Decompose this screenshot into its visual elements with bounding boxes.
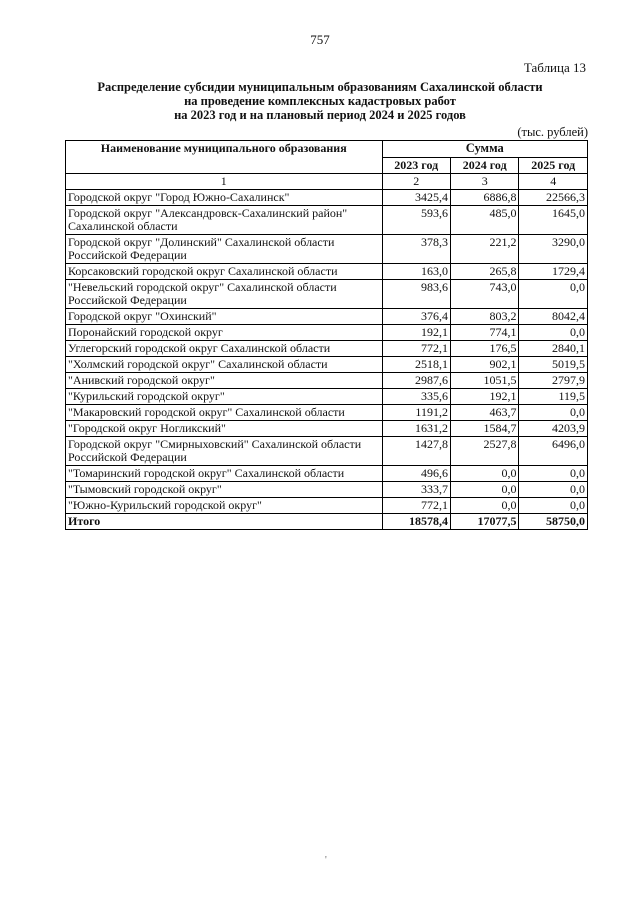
value-2025: 0,0 xyxy=(519,405,588,421)
table-row xyxy=(66,498,588,514)
header-year-2025: 2025 год xyxy=(519,157,588,174)
header-year-2023: 2023 год xyxy=(382,157,450,174)
table-row xyxy=(66,373,588,389)
value-2023: 983,6 xyxy=(382,280,450,309)
total-2024: 17077,5 xyxy=(450,514,518,530)
total-2023: 18578,4 xyxy=(382,514,450,530)
value-2023: 378,3 xyxy=(382,235,450,264)
municipality-name: Городской округ "Охинский" xyxy=(66,309,383,325)
table-row xyxy=(66,235,588,264)
value-2024: 902,1 xyxy=(450,357,518,373)
municipality-name: "Анивский городской округ" xyxy=(66,373,383,389)
total-row xyxy=(66,514,588,530)
value-2024: 803,2 xyxy=(450,309,518,325)
title-line: на 2023 год и на плановый период 2024 и 2025 годов xyxy=(174,108,466,122)
table-label: Таблица 13 xyxy=(523,60,586,75)
value-2024: 743,0 xyxy=(450,280,518,309)
municipality-name: Городской округ "Долинский" Сахалинской области Российской Федерации xyxy=(66,235,383,264)
value-2025: 2840,1 xyxy=(519,341,588,357)
table-row xyxy=(66,405,588,421)
table-row xyxy=(66,357,588,373)
scan-speck: ' xyxy=(325,855,327,866)
municipality-name: Поронайский городской округ xyxy=(66,325,383,341)
value-2023: 2518,1 xyxy=(382,357,450,373)
value-2024: 0,0 xyxy=(450,466,518,482)
table-row xyxy=(66,389,588,405)
col-number: 1 xyxy=(66,174,383,190)
value-2023: 333,7 xyxy=(382,482,450,498)
value-2024: 1584,7 xyxy=(450,421,518,437)
header-sum: Сумма xyxy=(382,141,588,158)
table-row xyxy=(66,280,588,309)
value-2024: 774,1 xyxy=(450,325,518,341)
value-2024: 463,7 xyxy=(450,405,518,421)
value-2024: 265,8 xyxy=(450,264,518,280)
value-2025: 0,0 xyxy=(519,482,588,498)
table-row xyxy=(66,421,588,437)
table-row xyxy=(66,190,588,206)
col-number: 2 xyxy=(382,174,450,190)
title-line: на проведение комплексных кадастровых работ xyxy=(184,94,456,108)
total-2025: 58750,0 xyxy=(519,514,588,530)
municipality-name: Городской округ "Александровск-Сахалинский район" Сахалинской области xyxy=(66,206,383,235)
value-2024: 1051,5 xyxy=(450,373,518,389)
header-name: Наименование муниципального образования xyxy=(66,141,383,174)
value-2024: 485,0 xyxy=(450,206,518,235)
municipality-name: Городской округ "Город Южно-Сахалинск" xyxy=(66,190,383,206)
value-2024: 192,1 xyxy=(450,389,518,405)
municipality-name: "Макаровский городской округ" Сахалинской области xyxy=(66,405,383,421)
value-2023: 772,1 xyxy=(382,341,450,357)
value-2024: 0,0 xyxy=(450,482,518,498)
value-2025: 6496,0 xyxy=(519,437,588,466)
value-2023: 192,1 xyxy=(382,325,450,341)
table-row xyxy=(66,309,588,325)
title-line: Распределение субсидии муниципальным образованиям Сахалинской области xyxy=(97,80,543,94)
value-2025: 0,0 xyxy=(519,280,588,309)
value-2023: 772,1 xyxy=(382,498,450,514)
municipality-name: "Холмский городской округ" Сахалинской области xyxy=(66,357,383,373)
value-2023: 496,6 xyxy=(382,466,450,482)
table-row xyxy=(66,325,588,341)
value-2023: 163,0 xyxy=(382,264,450,280)
municipality-name: "Курильский городской округ" xyxy=(66,389,383,405)
municipality-name: "Городской округ Ногликский" xyxy=(66,421,383,437)
value-2025: 3290,0 xyxy=(519,235,588,264)
value-2024: 176,5 xyxy=(450,341,518,357)
value-2025: 5019,5 xyxy=(519,357,588,373)
value-2023: 2987,6 xyxy=(382,373,450,389)
value-2025: 22566,3 xyxy=(519,190,588,206)
subsidy-table xyxy=(65,140,588,530)
value-2025: 1645,0 xyxy=(519,206,588,235)
units-label: (тыс. рублей) xyxy=(517,125,588,139)
table-row xyxy=(66,341,588,357)
value-2025: 0,0 xyxy=(519,325,588,341)
value-2023: 1427,8 xyxy=(382,437,450,466)
municipality-name: "Томаринский городской округ" Сахалинской области xyxy=(66,466,383,482)
table-row xyxy=(66,206,588,235)
value-2023: 335,6 xyxy=(382,389,450,405)
page-number: 757 xyxy=(310,32,330,47)
value-2023: 1191,2 xyxy=(382,405,450,421)
col-number: 3 xyxy=(450,174,518,190)
value-2025: 2797,9 xyxy=(519,373,588,389)
municipality-name: Городской округ "Смирныховский" Сахалинской области Российской Федерации xyxy=(66,437,383,466)
value-2023: 376,4 xyxy=(382,309,450,325)
municipality-name: "Невельский городской округ" Сахалинской области Российской Федерации xyxy=(66,280,383,309)
header-year-2024: 2024 год xyxy=(450,157,518,174)
value-2024: 221,2 xyxy=(450,235,518,264)
total-label: Итого xyxy=(66,514,383,530)
value-2025: 8042,4 xyxy=(519,309,588,325)
municipality-name: "Южно-Курильский городской округ" xyxy=(66,498,383,514)
value-2025: 0,0 xyxy=(519,466,588,482)
table-row xyxy=(66,437,588,466)
value-2023: 1631,2 xyxy=(382,421,450,437)
value-2024: 6886,8 xyxy=(450,190,518,206)
table-body xyxy=(66,190,588,514)
municipality-name: "Тымовский городской округ" xyxy=(66,482,383,498)
table-row xyxy=(66,482,588,498)
table-row xyxy=(66,466,588,482)
value-2024: 2527,8 xyxy=(450,437,518,466)
document-title xyxy=(0,80,640,122)
value-2024: 0,0 xyxy=(450,498,518,514)
col-number: 4 xyxy=(519,174,588,190)
value-2023: 3425,4 xyxy=(382,190,450,206)
value-2025: 4203,9 xyxy=(519,421,588,437)
value-2025: 0,0 xyxy=(519,498,588,514)
value-2025: 1729,4 xyxy=(519,264,588,280)
value-2025: 119,5 xyxy=(519,389,588,405)
value-2023: 593,6 xyxy=(382,206,450,235)
municipality-name: Углегорский городской округ Сахалинской области xyxy=(66,341,383,357)
municipality-name: Корсаковский городской округ Сахалинской области xyxy=(66,264,383,280)
table-row xyxy=(66,264,588,280)
